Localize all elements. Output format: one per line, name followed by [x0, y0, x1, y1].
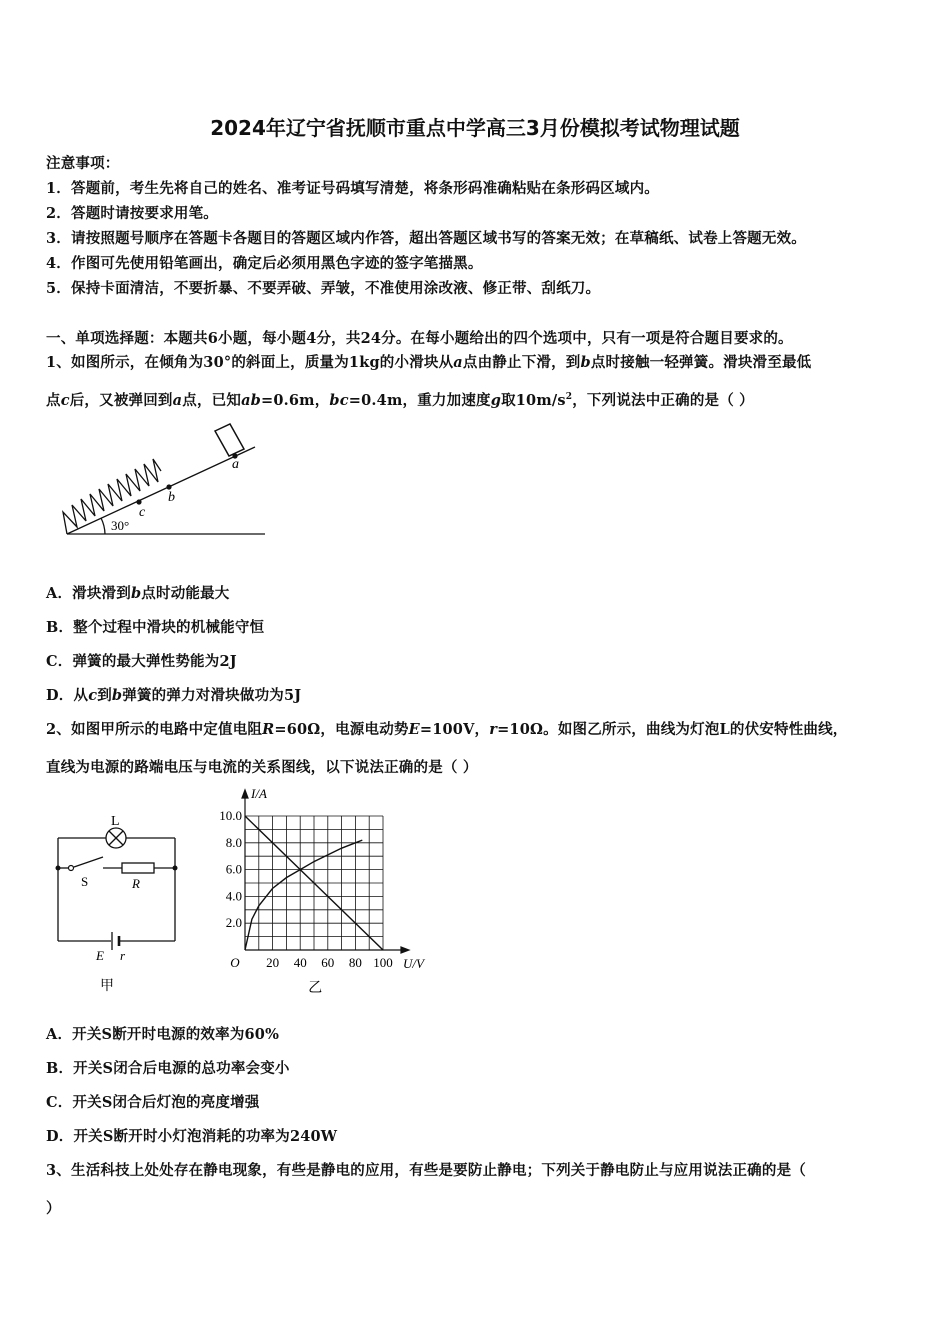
label-b: b [168, 490, 175, 505]
notice-heading: 注意事项： [46, 155, 120, 172]
point-c [136, 499, 141, 504]
switch-label: S [81, 874, 89, 889]
y-tick-label: 2.0 [225, 915, 242, 931]
y-tick-label: 6.0 [225, 861, 242, 877]
label-a: a [232, 457, 239, 472]
x-tick-label: 80 [348, 955, 362, 970]
y-tick-label: 4.0 [225, 888, 242, 904]
q1-option-b: B．整个过程中滑块的机械能守恒 [46, 619, 265, 636]
switch [74, 857, 103, 867]
circuit-figure [48, 808, 188, 998]
x-tick-label: 40 [293, 955, 307, 970]
notice-item: 3．请按照题号顺序在答题卡各题目的答题区域内作答，超出答题区域书写的答案无效；在草稿纸、试卷上答题无效。 [46, 230, 806, 247]
x-tick-label: 100 [373, 955, 393, 970]
internal-r-label: r [120, 948, 126, 963]
q3-stem-line2: ） [46, 1200, 61, 1217]
resistor [122, 863, 154, 873]
iv-chart [205, 788, 445, 998]
q2-option-c: C．开关S闭合后灯泡的亮度增强 [46, 1094, 260, 1111]
y-tick-label: 10.0 [219, 808, 242, 823]
lamp-iv-curve [245, 840, 362, 950]
slider-block [215, 424, 244, 456]
y-axis-arrow [242, 790, 248, 798]
x-axis-label: U/V [403, 956, 424, 971]
incline-line [67, 447, 255, 534]
point-b [166, 484, 171, 489]
section-heading: 一、单项选择题：本题共6小题，每小题4分，共24分。在每小题给出的四个选项中，只有一项是符合题目要求的。 [46, 330, 793, 347]
resistor-label: R [132, 876, 140, 891]
graph-caption: 乙 [308, 981, 323, 996]
circuit-caption: 甲 [100, 979, 114, 994]
notice-item: 2．答题时请按要求用笔。 [46, 205, 218, 222]
q2-stem-line1: 2、如图甲所示的电路中定值电阻R=60Ω，电源电动势E=100V，r=10Ω。如图乙所示，曲线为灯泡L的伏安特性曲线， [46, 721, 848, 738]
notice-item: 4．作图可先使用铅笔画出，确定后必须用黑色字迹的签字笔描黑。 [46, 255, 483, 272]
q1-option-d: D．从c到b弹簧的弹力对滑块做功为5J [46, 687, 302, 704]
x-tick-label: 60 [321, 955, 335, 970]
angle-arc [101, 518, 105, 534]
x-axis-arrow [401, 947, 409, 953]
y-tick-label: 8.0 [225, 834, 242, 850]
q2-option-d: D．开关S断开时小灯泡消耗的功率为240W [46, 1128, 338, 1145]
angle-label: 30° [111, 518, 130, 533]
notice-item: 5．保持卡面清洁，不要折暴、不要弄破、弄皱，不准使用涂改液、修正带、刮纸刀。 [46, 280, 601, 297]
y-axis-label: I/A [251, 788, 267, 801]
label-c: c [139, 505, 146, 520]
q2-option-b: B．开关S闭合后电源的总功率会变小 [46, 1060, 290, 1077]
q1-stem-line1: 1、如图所示，在倾角为30°的斜面上，质量为1kg的小滑块从a点由静止下滑，到b点时接触一轻弹簧。滑块滑至最低 [46, 354, 812, 371]
q2-option-a: A．开关S断开时电源的效率为60% [46, 1026, 280, 1043]
x-tick-label: O [230, 955, 240, 970]
incline-spring-figure [55, 418, 270, 543]
q3-stem-line1: 3、生活科技上处处存在静电现象，有些是静电的应用，有些是要防止静电；下列关于静电防止与应用说法正确的是（ [46, 1162, 806, 1179]
notice-item: 1．答题前，考生先将自己的姓名、准考证号码填写清楚，将条形码准确粘贴在条形码区域内。 [46, 180, 659, 197]
q1-option-a: A．滑块滑到b点时动能最大 [46, 585, 230, 602]
q2-stem-line2: 直线为电源的路端电压与电流的关系图线，以下说法正确的是（ ） [46, 759, 478, 776]
q1-stem-line2: 点c后，又被弹回到a点，已知ab=0.6m，bc=0.4m，重力加速度g取$10m/s^2$，下列说法中正确的是（ ） [46, 392, 754, 409]
lamp-label: L [111, 814, 120, 829]
emf-label: E [96, 948, 104, 963]
x-tick-label: 20 [266, 955, 280, 970]
page-title: 2024年辽宁省抚顺市重点中学高三3月份模拟考试物理试题 [210, 116, 740, 140]
q1-option-c: C．弹簧的最大弹性势能为2J [46, 653, 237, 670]
